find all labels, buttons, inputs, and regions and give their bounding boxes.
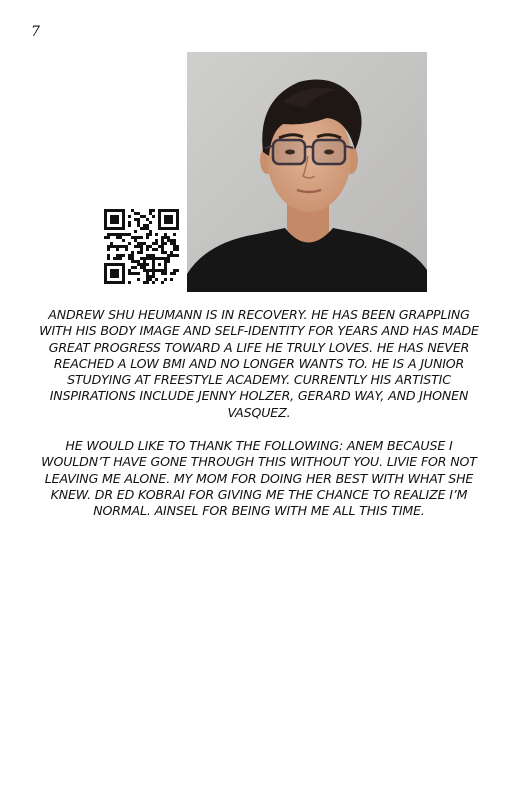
author-bio: ANDREW SHU HEUMANN IS IN RECOVERY. HE HAS BEEN GRAPPLING WITH HIS BODY IMAGE AND SELF-IDENTITY FOR YEARS AND HAS MADE GREAT PROGRESS TOWARD A LIFE HE TRULY LOVES. HE HAS NEVER REACHED A LOW BMI AND NO LONGER WANTS TO. HE IS A JUNIOR STUDYING AT FREESTYLE ACADEMY. CURRENTLY HIS ARTISTIC INSPIRATIONS INCLUDE JENNY HOLZER, GERARD WAY, AND JHONEN VASQUEZ. bbox=[39, 307, 479, 420]
qr-code[interactable] bbox=[104, 209, 179, 284]
page-number: 7 bbox=[31, 24, 40, 40]
portrait-photo bbox=[187, 52, 427, 292]
acknowledgements: HE WOULD LIKE TO THANK THE FOLLOWING: ANEM BECAUSE I WOULDN’T HAVE GONE THROUGH THIS WITHOUT YOU. LIVIE FOR NOT LEAVING ME ALONE. MY MOM FOR DOING HER BEST WITH WHAT SHE KNEW. DR ED KOBRAI FOR GIVING ME THE CHANCE TO REALIZE I’M NORMAL. AINSEL FOR BEING WITH ME ALL THIS TIME. bbox=[41, 438, 477, 519]
